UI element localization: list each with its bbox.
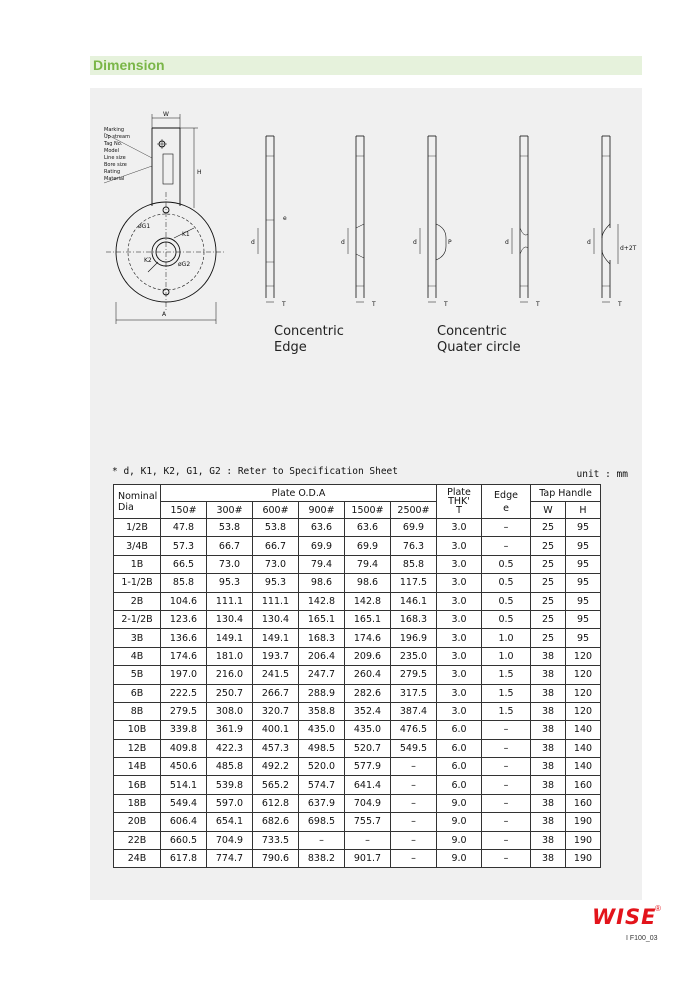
nominal-dia-cell: 2-1/2B	[114, 610, 161, 628]
table-cell: 95	[566, 610, 601, 628]
table-row	[114, 555, 601, 573]
wise-logo: WISE	[592, 905, 657, 929]
table-cell: 597.0	[207, 794, 253, 812]
table-cell: 260.4	[345, 666, 391, 684]
table-cell: 38	[531, 813, 566, 831]
table-cell: 1.5	[482, 684, 531, 702]
header-w: W	[531, 502, 566, 519]
table-cell: 57.3	[161, 537, 207, 555]
table-cell: 146.1	[391, 592, 437, 610]
page-code: I F100_03	[626, 935, 658, 942]
table-cell: 79.4	[299, 555, 345, 573]
nominal-dia-cell: 4B	[114, 647, 161, 665]
table-cell: 352.4	[345, 702, 391, 720]
table-cell: 117.5	[391, 574, 437, 592]
table-cell: 111.1	[253, 592, 299, 610]
nominal-dia-cell: 6B	[114, 684, 161, 702]
dimension-table	[113, 484, 601, 868]
table-cell: 174.6	[345, 629, 391, 647]
label-tag-no: Tag No.	[104, 141, 123, 147]
table-cell: 38	[531, 702, 566, 720]
table-cell: 0.5	[482, 610, 531, 628]
table-cell: –	[391, 831, 437, 849]
table-cell: 3.0	[437, 702, 482, 720]
table-cell: 485.8	[207, 758, 253, 776]
table-cell: –	[391, 794, 437, 812]
table-row	[114, 592, 601, 610]
table-cell: 130.4	[207, 610, 253, 628]
table-cell: 73.0	[253, 555, 299, 573]
table-cell: 130.4	[253, 610, 299, 628]
orifice-plate-drawing	[90, 88, 642, 378]
table-row	[114, 776, 601, 794]
table-cell: 704.9	[345, 794, 391, 812]
nominal-dia-cell: 24B	[114, 850, 161, 868]
table-cell: 0.5	[482, 592, 531, 610]
dimension-panel	[90, 88, 642, 900]
side-view-2	[348, 136, 364, 302]
dim-d-5: d	[587, 239, 591, 246]
label-rating: Rating	[104, 169, 121, 175]
table-row	[114, 794, 601, 812]
nominal-dia-cell: 3/4B	[114, 537, 161, 555]
label-model: Model	[104, 148, 120, 154]
table-cell: 514.1	[161, 776, 207, 794]
label-material: Material	[104, 176, 125, 182]
nominal-dia-cell: 3B	[114, 629, 161, 647]
dim-d-2: d	[341, 239, 345, 246]
table-cell: 654.1	[207, 813, 253, 831]
table-cell: 549.4	[161, 794, 207, 812]
table-cell: 140	[566, 739, 601, 757]
dimension-table-body	[114, 519, 601, 868]
table-cell: 755.7	[345, 813, 391, 831]
table-cell: 69.9	[391, 519, 437, 537]
table-cell: 98.6	[299, 574, 345, 592]
table-cell: 222.5	[161, 684, 207, 702]
table-cell: 25	[531, 574, 566, 592]
table-cell: 520.7	[345, 739, 391, 757]
table-cell: 216.0	[207, 666, 253, 684]
nominal-dia-cell: 1-1/2B	[114, 574, 161, 592]
table-cell: 320.7	[253, 702, 299, 720]
table-cell: 704.9	[207, 831, 253, 849]
table-cell: 66.7	[207, 537, 253, 555]
table-cell: 1.0	[482, 629, 531, 647]
table-cell: 9.0	[437, 813, 482, 831]
table-cell: 168.3	[299, 629, 345, 647]
table-cell: 492.2	[253, 758, 299, 776]
table-row	[114, 813, 601, 831]
registered-mark: ®	[655, 904, 661, 913]
table-cell: 317.5	[391, 684, 437, 702]
dim-d-1: d	[251, 239, 255, 246]
table-cell: 104.6	[161, 592, 207, 610]
table-cell: 1.0	[482, 647, 531, 665]
header-rating-150: 150#	[161, 502, 207, 519]
table-cell: 136.6	[161, 629, 207, 647]
table-cell: 266.7	[253, 684, 299, 702]
table-cell: 209.6	[345, 647, 391, 665]
table-cell: 308.0	[207, 702, 253, 720]
table-cell: 95	[566, 537, 601, 555]
table-cell: 123.6	[161, 610, 207, 628]
table-cell: –	[482, 813, 531, 831]
table-cell: –	[482, 758, 531, 776]
dim-h: H	[197, 169, 202, 176]
table-row	[114, 666, 601, 684]
table-cell: 565.2	[253, 776, 299, 794]
table-cell: 79.4	[345, 555, 391, 573]
table-cell: –	[391, 758, 437, 776]
nominal-dia-cell: 5B	[114, 666, 161, 684]
table-cell: 73.0	[207, 555, 253, 573]
table-cell: 901.7	[345, 850, 391, 868]
table-cell: 3.0	[437, 555, 482, 573]
table-cell: 190	[566, 850, 601, 868]
table-cell: –	[299, 831, 345, 849]
table-row	[114, 721, 601, 739]
table-cell: 250.7	[207, 684, 253, 702]
table-cell: 774.7	[207, 850, 253, 868]
table-cell: 174.6	[161, 647, 207, 665]
table-cell: 25	[531, 519, 566, 537]
side-view-4	[512, 136, 528, 302]
nominal-dia-cell: 1B	[114, 555, 161, 573]
table-cell: 190	[566, 813, 601, 831]
table-cell: 111.1	[207, 592, 253, 610]
table-cell: 457.3	[253, 739, 299, 757]
dim-k2: K2	[144, 257, 152, 264]
table-cell: 400.1	[253, 721, 299, 739]
table-cell: 140	[566, 721, 601, 739]
header-plate-oda: Plate O.D.A	[161, 485, 437, 502]
table-cell: 140	[566, 758, 601, 776]
table-row	[114, 647, 601, 665]
table-cell: 98.6	[345, 574, 391, 592]
header-rating-2500: 2500#	[391, 502, 437, 519]
nominal-dia-cell: 18B	[114, 794, 161, 812]
side-view-3	[420, 136, 446, 302]
table-cell: 196.9	[391, 629, 437, 647]
section-header-bar	[90, 56, 642, 75]
table-cell: 25	[531, 629, 566, 647]
table-cell: 197.0	[161, 666, 207, 684]
table-cell: 660.5	[161, 831, 207, 849]
table-cell: 3.0	[437, 592, 482, 610]
table-cell: 3.0	[437, 519, 482, 537]
table-cell: 498.5	[299, 739, 345, 757]
nominal-dia-cell: 20B	[114, 813, 161, 831]
header-plate-thk: Plate THK' T	[437, 485, 482, 519]
header-rating-1500: 1500#	[345, 502, 391, 519]
table-cell: 3.0	[437, 610, 482, 628]
header-tap-handle: Tap Handle	[531, 485, 601, 502]
table-cell: 95.3	[253, 574, 299, 592]
table-cell: 95	[566, 555, 601, 573]
unit-label: unit : mm	[576, 469, 628, 480]
table-cell: 69.9	[345, 537, 391, 555]
table-cell: 9.0	[437, 850, 482, 868]
table-cell: –	[482, 537, 531, 555]
table-cell: –	[482, 776, 531, 794]
dim-w: W	[163, 111, 169, 118]
table-cell: 733.5	[253, 831, 299, 849]
table-cell: –	[482, 831, 531, 849]
table-cell: 0.5	[482, 574, 531, 592]
caption-concentric-edge: Concentric Edge	[274, 324, 344, 355]
table-cell: 38	[531, 684, 566, 702]
table-cell: 282.6	[345, 684, 391, 702]
table-cell: 476.5	[391, 721, 437, 739]
table-cell: 149.1	[253, 629, 299, 647]
table-cell: 149.1	[207, 629, 253, 647]
table-cell: 76.3	[391, 537, 437, 555]
table-cell: 38	[531, 850, 566, 868]
table-cell: –	[482, 794, 531, 812]
header-edge: Edge e	[482, 485, 531, 519]
table-cell: 3.0	[437, 666, 482, 684]
table-row	[114, 519, 601, 537]
table-cell: –	[482, 739, 531, 757]
table-cell: 53.8	[207, 519, 253, 537]
table-cell: 168.3	[391, 610, 437, 628]
table-cell: 387.4	[391, 702, 437, 720]
spec-note: * d, K1, K2, G1, G2 : Reter to Specification Sheet	[112, 466, 398, 477]
table-row	[114, 537, 601, 555]
label-bore-size: Bore size	[104, 162, 127, 168]
table-cell: 682.6	[253, 813, 299, 831]
table-cell: 160	[566, 794, 601, 812]
side-view-1	[258, 136, 274, 302]
table-cell: 641.4	[345, 776, 391, 794]
table-cell: 63.6	[345, 519, 391, 537]
table-cell: 66.7	[253, 537, 299, 555]
table-cell: 25	[531, 592, 566, 610]
table-cell: 6.0	[437, 739, 482, 757]
table-cell: 1.5	[482, 702, 531, 720]
table-cell: 0.5	[482, 555, 531, 573]
table-cell: 25	[531, 537, 566, 555]
table-cell: 47.8	[161, 519, 207, 537]
table-cell: 190	[566, 831, 601, 849]
nominal-dia-cell: 22B	[114, 831, 161, 849]
dim-e: e	[283, 215, 287, 222]
table-cell: –	[345, 831, 391, 849]
table-cell: 549.5	[391, 739, 437, 757]
nominal-dia-cell: 1/2B	[114, 519, 161, 537]
table-cell: 6.0	[437, 758, 482, 776]
table-cell: 577.9	[345, 758, 391, 776]
section-title: Dimension	[93, 57, 165, 73]
nominal-dia-cell: 10B	[114, 721, 161, 739]
table-cell: 361.9	[207, 721, 253, 739]
table-cell: 95	[566, 629, 601, 647]
nominal-dia-cell: 2B	[114, 592, 161, 610]
table-cell: 120	[566, 684, 601, 702]
dim-t-3: T	[444, 301, 448, 308]
header-rating-300: 300#	[207, 502, 253, 519]
table-cell: 520.0	[299, 758, 345, 776]
table-cell: 612.8	[253, 794, 299, 812]
table-cell: 85.8	[161, 574, 207, 592]
table-cell: 181.0	[207, 647, 253, 665]
table-cell: 1.5	[482, 666, 531, 684]
table-cell: 38	[531, 647, 566, 665]
table-cell: 3.0	[437, 574, 482, 592]
label-marking: Marking	[104, 127, 125, 133]
nominal-dia-cell: 16B	[114, 776, 161, 794]
dim-t-1: T	[282, 301, 286, 308]
table-cell: 637.9	[299, 794, 345, 812]
table-cell: 698.5	[299, 813, 345, 831]
table-cell: 206.4	[299, 647, 345, 665]
table-cell: 120	[566, 666, 601, 684]
table-cell: 435.0	[299, 721, 345, 739]
table-cell: 38	[531, 721, 566, 739]
table-cell: 790.6	[253, 850, 299, 868]
side-view-5	[594, 136, 618, 302]
table-cell: 422.3	[207, 739, 253, 757]
dim-a: A	[162, 311, 167, 318]
table-row	[114, 850, 601, 868]
table-cell: 574.7	[299, 776, 345, 794]
table-cell: 247.7	[299, 666, 345, 684]
table-cell: 3.0	[437, 537, 482, 555]
table-row	[114, 758, 601, 776]
table-cell: 165.1	[299, 610, 345, 628]
dim-p: P	[448, 239, 452, 246]
table-cell: 38	[531, 776, 566, 794]
table-cell: 3.0	[437, 629, 482, 647]
table-cell: 63.6	[299, 519, 345, 537]
table-cell: 120	[566, 647, 601, 665]
table-row	[114, 684, 601, 702]
table-cell: 85.8	[391, 555, 437, 573]
table-cell: 25	[531, 610, 566, 628]
caption-concentric-quarter-circle: Concentric Quater circle	[437, 324, 521, 355]
table-cell: –	[391, 850, 437, 868]
dim-k1: K1	[182, 231, 190, 238]
table-cell: –	[391, 813, 437, 831]
table-cell: 450.6	[161, 758, 207, 776]
header-rating-600: 600#	[253, 502, 299, 519]
table-cell: 288.9	[299, 684, 345, 702]
table-cell: 6.0	[437, 721, 482, 739]
table-cell: 838.2	[299, 850, 345, 868]
table-cell: 235.0	[391, 647, 437, 665]
table-cell: 279.5	[161, 702, 207, 720]
table-cell: 435.0	[345, 721, 391, 739]
header-rating-900: 900#	[299, 502, 345, 519]
dim-t-2: T	[372, 301, 376, 308]
table-cell: 339.8	[161, 721, 207, 739]
label-line-size: Line size	[104, 155, 126, 161]
table-cell: 241.5	[253, 666, 299, 684]
table-row	[114, 629, 601, 647]
table-cell: 409.8	[161, 739, 207, 757]
table-row	[114, 702, 601, 720]
nominal-dia-cell: 12B	[114, 739, 161, 757]
table-cell: 3.0	[437, 647, 482, 665]
dim-d-4: d	[505, 239, 509, 246]
label-upstream: Up stream	[104, 134, 130, 140]
table-cell: 9.0	[437, 794, 482, 812]
table-row	[114, 574, 601, 592]
table-cell: 165.1	[345, 610, 391, 628]
dim-t-4: T	[536, 301, 540, 308]
table-cell: 120	[566, 702, 601, 720]
table-cell: 69.9	[299, 537, 345, 555]
table-cell: 38	[531, 666, 566, 684]
table-cell: 38	[531, 831, 566, 849]
table-cell: 95	[566, 519, 601, 537]
table-cell: 279.5	[391, 666, 437, 684]
table-row	[114, 610, 601, 628]
dim-t-5: T	[618, 301, 622, 308]
table-cell: 6.0	[437, 776, 482, 794]
table-cell: 606.4	[161, 813, 207, 831]
table-cell: 95.3	[207, 574, 253, 592]
table-cell: 358.8	[299, 702, 345, 720]
table-cell: –	[391, 776, 437, 794]
nominal-dia-cell: 8B	[114, 702, 161, 720]
table-cell: 66.5	[161, 555, 207, 573]
nominal-dia-cell: 14B	[114, 758, 161, 776]
table-cell: 193.7	[253, 647, 299, 665]
dim-g1: øG1	[138, 223, 151, 230]
dim-d-3: d	[413, 239, 417, 246]
table-row	[114, 831, 601, 849]
table-cell: –	[482, 519, 531, 537]
table-cell: 38	[531, 794, 566, 812]
table-cell: 38	[531, 739, 566, 757]
table-row	[114, 739, 601, 757]
header-nominal-dia: Nominal Dia	[114, 485, 161, 519]
table-cell: 53.8	[253, 519, 299, 537]
dim-g2: øG2	[178, 261, 191, 268]
header-h: H	[566, 502, 601, 519]
table-cell: –	[482, 850, 531, 868]
table-cell: 160	[566, 776, 601, 794]
table-cell: 95	[566, 574, 601, 592]
table-cell: 95	[566, 592, 601, 610]
table-cell: 142.8	[299, 592, 345, 610]
table-cell: 142.8	[345, 592, 391, 610]
table-cell: 539.8	[207, 776, 253, 794]
table-cell: 617.8	[161, 850, 207, 868]
table-cell: 25	[531, 555, 566, 573]
table-cell: 9.0	[437, 831, 482, 849]
table-cell: –	[482, 721, 531, 739]
dim-d2t: d+2T	[620, 245, 637, 252]
table-cell: 38	[531, 758, 566, 776]
table-cell: 3.0	[437, 684, 482, 702]
